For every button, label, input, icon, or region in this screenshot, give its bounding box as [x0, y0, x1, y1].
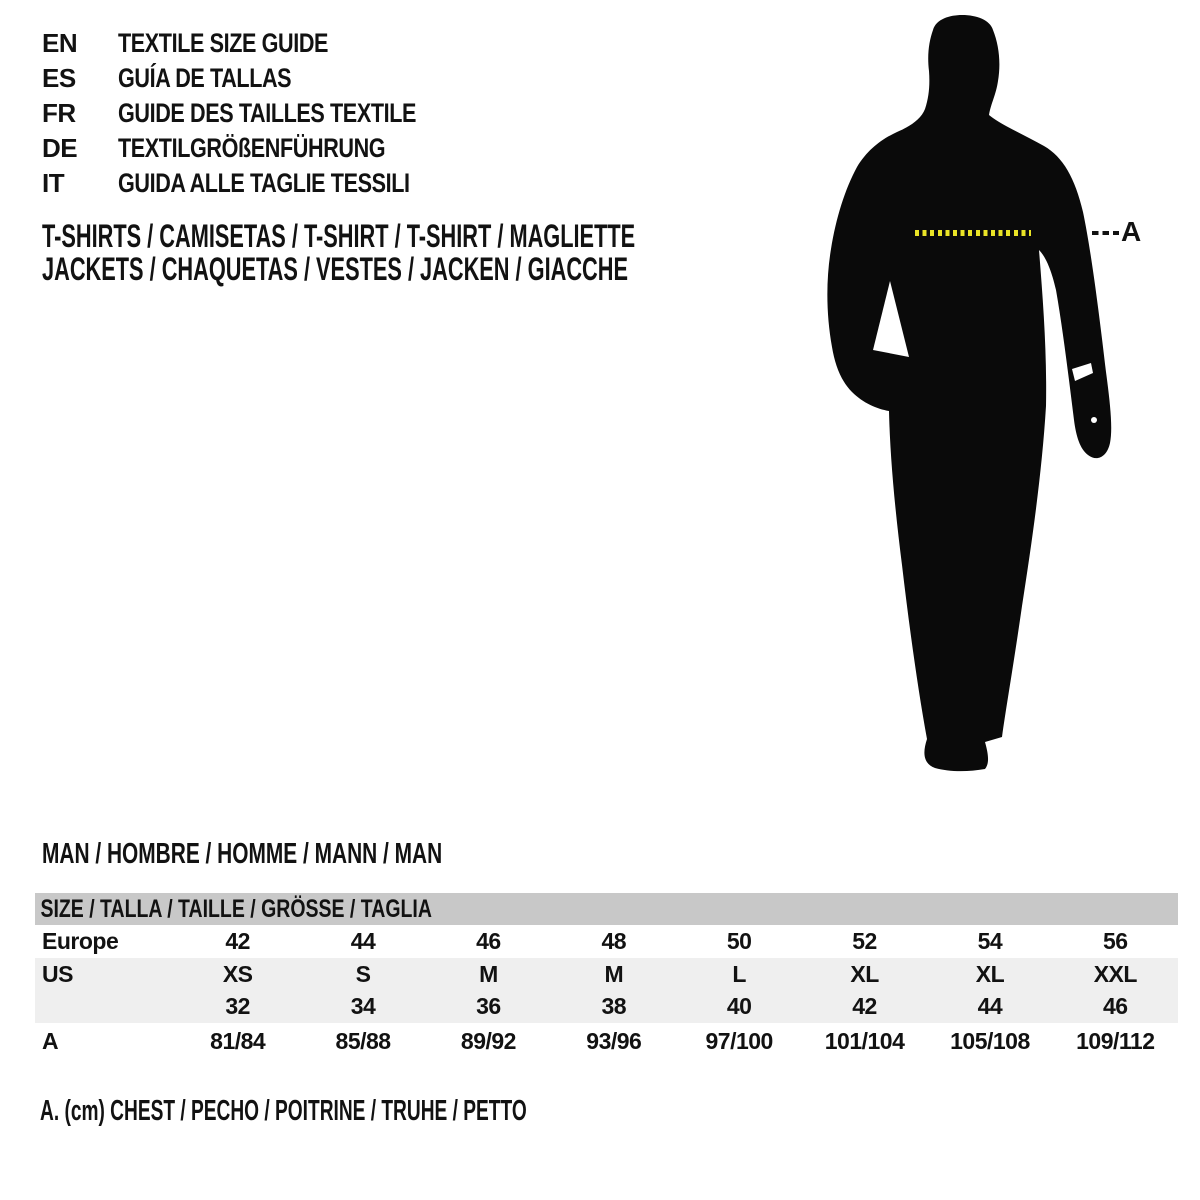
category-line-jackets: JACKETS / CHAQUETAS / VESTES / JACKEN / GIACCHE: [42, 251, 628, 287]
table-cell: 54: [977, 928, 1003, 954]
table-row-europe: [35, 925, 1178, 958]
man-silhouette-figure: [820, 8, 1140, 778]
table-cell: 34: [350, 993, 376, 1019]
table-cell: 38: [601, 993, 627, 1019]
measurement-footnote: A. (cm) CHEST / PECHO / POITRINE / TRUHE / PETTO: [40, 1095, 527, 1127]
table-row-us: [35, 958, 1178, 990]
table-cell: 93/96: [586, 1027, 642, 1054]
language-row-fr: [42, 96, 491, 131]
size-table-header: [35, 893, 1178, 925]
table-row-numeric: [35, 990, 1178, 1023]
guide-title: GUIDE DES TAILLES TEXTILE: [118, 98, 417, 128]
table-cell: 109/112: [1076, 1027, 1155, 1054]
chest-measure-dotted-line: [915, 230, 1031, 236]
table-cell: 46: [476, 928, 501, 954]
table-cell: 42: [852, 993, 877, 1019]
table-cell: 40: [726, 993, 752, 1019]
guide-title: GUIDA ALLE TAGLIE TESSILI: [118, 168, 410, 198]
table-cell: 36: [476, 993, 501, 1019]
language-row-de: [42, 131, 491, 166]
table-cell: M: [479, 960, 498, 987]
size-table: [35, 893, 1178, 1059]
table-cell: 81/84: [210, 1027, 266, 1054]
language-row-it: [42, 166, 491, 201]
table-cell: 50: [726, 928, 752, 954]
table-cell: M: [604, 960, 624, 987]
table-cell: 97/100: [705, 1027, 773, 1054]
table-cell: 44: [350, 928, 376, 954]
table-row-chest-cm: [35, 1023, 1178, 1059]
language-row-en: [42, 26, 491, 61]
table-cell: XL: [850, 960, 879, 987]
thumb-gap: [1091, 417, 1097, 423]
table-cell: 32: [225, 993, 250, 1019]
man-silhouette: [827, 15, 1111, 771]
language-code: IT: [42, 168, 65, 198]
table-cell: 48: [601, 928, 627, 954]
row-label: A: [42, 1027, 59, 1054]
table-cell: 85/88: [335, 1027, 391, 1054]
table-cell: 42: [225, 928, 250, 954]
language-code: FR: [42, 98, 76, 128]
section-title-man: MAN / HOMBRE / HOMME / MANN / MAN: [42, 838, 443, 870]
language-code: DE: [42, 133, 78, 163]
guide-title: GUÍA DE TALLAS: [118, 63, 292, 93]
language-code: EN: [42, 28, 78, 58]
language-code: ES: [42, 63, 76, 93]
table-cell: XS: [222, 960, 253, 987]
table-cell: 56: [1103, 928, 1128, 954]
language-title-list: [42, 26, 491, 201]
size-table-header-label: SIZE / TALLA / TAILLE / GRÖSSE / TAGLIA: [40, 894, 432, 923]
table-cell: 46: [1103, 993, 1128, 1019]
table-cell: L: [732, 960, 746, 987]
table-cell: 52: [852, 928, 877, 954]
table-cell: 89/92: [460, 1027, 516, 1054]
measure-label-a: A: [1121, 216, 1142, 247]
language-row-es: [42, 61, 491, 96]
measure-leader-dashes: [1092, 231, 1119, 235]
table-cell: 101/104: [824, 1027, 905, 1054]
table-cell: S: [355, 960, 371, 987]
guide-title: TEXTILGRÖßENFÜHRUNG: [118, 133, 386, 163]
table-cell: 105/108: [950, 1027, 1030, 1054]
table-cell: XL: [975, 960, 1005, 987]
guide-title: TEXTILE SIZE GUIDE: [118, 28, 329, 58]
row-label: US: [42, 960, 73, 987]
category-line-tshirts: T-SHIRTS / CAMISETAS / T-SHIRT / T-SHIRT / MAGLIETTE: [42, 218, 636, 254]
table-cell: 44: [977, 993, 1003, 1019]
table-cell: XXL: [1093, 960, 1137, 987]
row-label: Europe: [42, 928, 119, 954]
